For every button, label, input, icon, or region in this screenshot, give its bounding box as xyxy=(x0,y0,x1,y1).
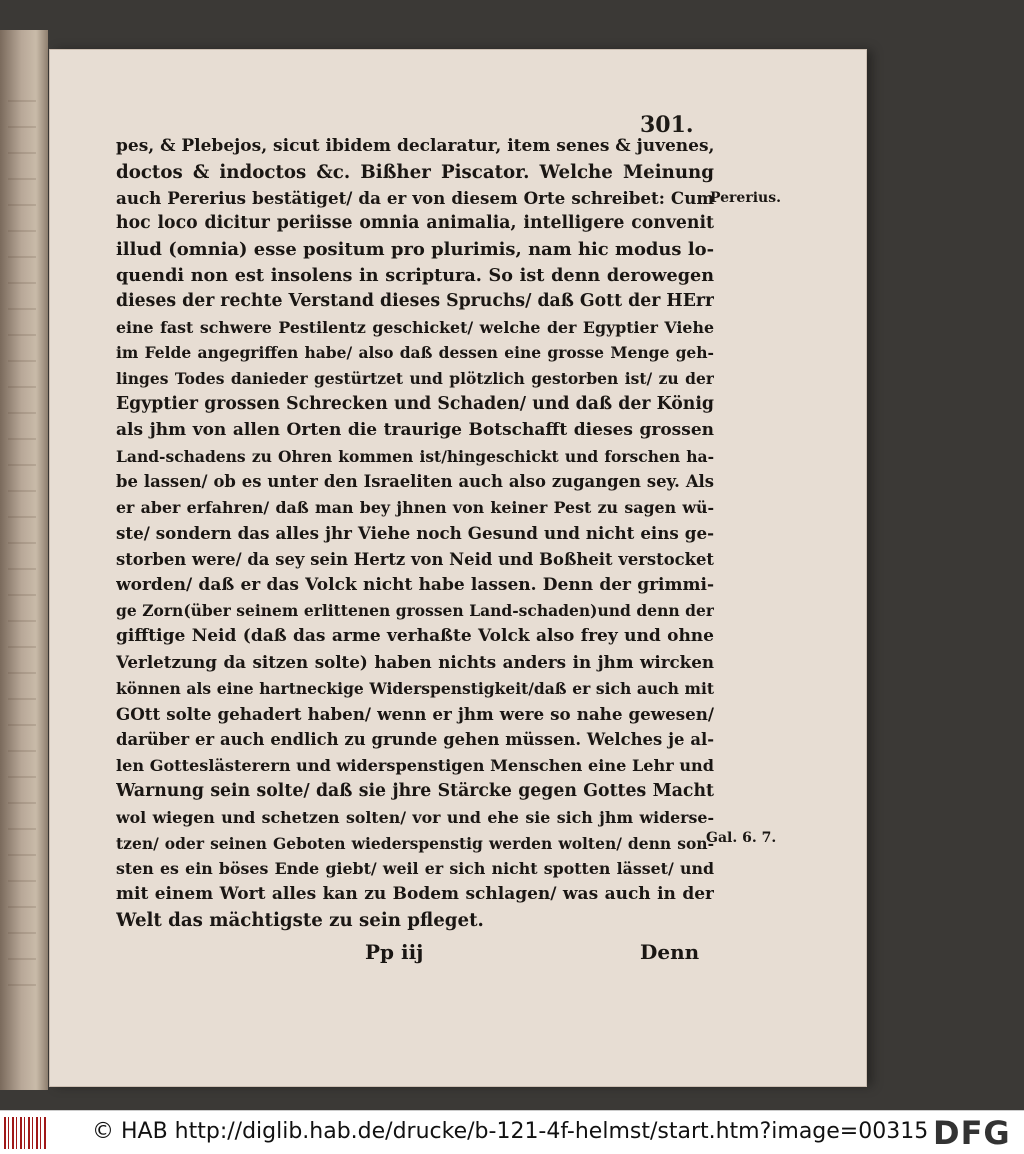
text-line: pes, & Plebejos, sicut ibidem declaratur, item senes & juvenes, xyxy=(116,136,714,156)
text-line: linges Todes danieder gestürtzet und plötzlich gestorben ist/ zu der xyxy=(116,369,714,389)
text-line: Welt das mächtigste zu sein pfleget. xyxy=(116,909,484,931)
signature-mark: Pp iij xyxy=(365,940,424,964)
dfg-logo: DFG xyxy=(933,1114,1011,1152)
text-line: ste/ sondern das alles jhr Viehe noch Gesund und nicht eins ge- xyxy=(116,522,714,543)
text-line: hoc loco dicitur periisse omnia animalia, intelligere convenit xyxy=(116,213,714,234)
margin-note-pererius: Pererius. xyxy=(710,190,781,206)
text-line: er aber erfahren/ daß man bey jhnen von keiner Pest zu sagen wü- xyxy=(116,498,714,518)
text-line: worden/ daß er das Volck nicht habe lassen. Denn der grimmi- xyxy=(116,574,714,595)
text-line: auch Pererius bestätiget/ da er von diesem Orte schreibet: Cum xyxy=(116,187,714,208)
text-line: mit einem Wort alles kan zu Bodem schlagen/ was auch in der xyxy=(116,884,714,905)
text-line: ge Zorn(über seinem erlittenen grossen Land-schaden)und denn der xyxy=(116,601,714,621)
text-line: eine fast schwere Pestilentz geschicket/ welche der Egyptier Viehe xyxy=(116,317,714,337)
page-number: 301. xyxy=(640,112,694,138)
text-line: illud (omnia) esse positum pro plurimis, nam hic modus lo- xyxy=(116,239,714,261)
text-line: doctos & indoctos &c. Bißher Piscator. Welche Meinung xyxy=(116,161,714,183)
text-line: können als eine hartneckige Widerspenstigkeit/daß er sich auch mit xyxy=(116,678,714,698)
margin-note-galatians: Gal. 6. 7. xyxy=(706,830,777,846)
text-line: Verletzung da sitzen solte) haben nichts anders in jhm wircken xyxy=(116,651,714,672)
text-line: tzen/ oder seinen Geboten wiederspenstig werden wolten/ denn son- xyxy=(116,833,714,853)
text-line: Egyptier grossen Schrecken und Schaden/ und daß der König xyxy=(116,393,714,414)
text-line: Land-schadens zu Ohren kommen ist/hingeschickt und forschen ha- xyxy=(116,446,714,466)
text-line: dieses der rechte Verstand dieses Spruchs/ daß Gott der HErr xyxy=(116,290,714,311)
source-citation[interactable]: © HAB http://diglib.hab.de/drucke/b-121-4f-helmst/start.htm?image=00315 xyxy=(92,1119,929,1144)
text-line: gifftige Neid (daß das arme verhaßte Volck also frey und ohne xyxy=(116,626,714,647)
catchword: Denn xyxy=(640,940,700,964)
text-line: storben were/ da sey sein Hertz von Neid und Boßheit verstocket xyxy=(116,549,714,569)
hab-barcode-icon xyxy=(4,1117,46,1149)
text-line: GOtt solte gehadert haben/ wenn er jhm were so nahe gewesen/ xyxy=(116,703,714,724)
text-line: als jhm von allen Orten die traurige Botschafft dieses grossen xyxy=(116,419,714,440)
previous-page-edge xyxy=(0,30,48,1090)
text-line: darüber er auch endlich zu grunde gehen müssen. Welches je al- xyxy=(116,730,714,750)
text-line: sten es ein böses Ende giebt/ weil er sich nicht spotten lässet/ und xyxy=(116,859,714,879)
text-line: be lassen/ ob es unter den Israeliten auch also zugangen sey. Als xyxy=(116,472,714,492)
footer-bar xyxy=(0,1110,1024,1154)
text-line: len Gotteslästerern und widerspenstigen Menschen eine Lehr und xyxy=(116,756,714,776)
text-line: wol wiegen und schetzen solten/ vor und ehe sie sich jhm widerse- xyxy=(116,807,714,827)
text-line: Warnung sein solte/ daß sie jhre Stärcke gegen Gottes Macht xyxy=(116,780,714,801)
text-line: quendi non est insolens in scriptura. So ist denn derowegen xyxy=(116,264,714,286)
page-body-text xyxy=(116,134,714,934)
text-line: im Felde angegriffen habe/ also daß dessen eine grosse Menge geh- xyxy=(116,343,714,363)
